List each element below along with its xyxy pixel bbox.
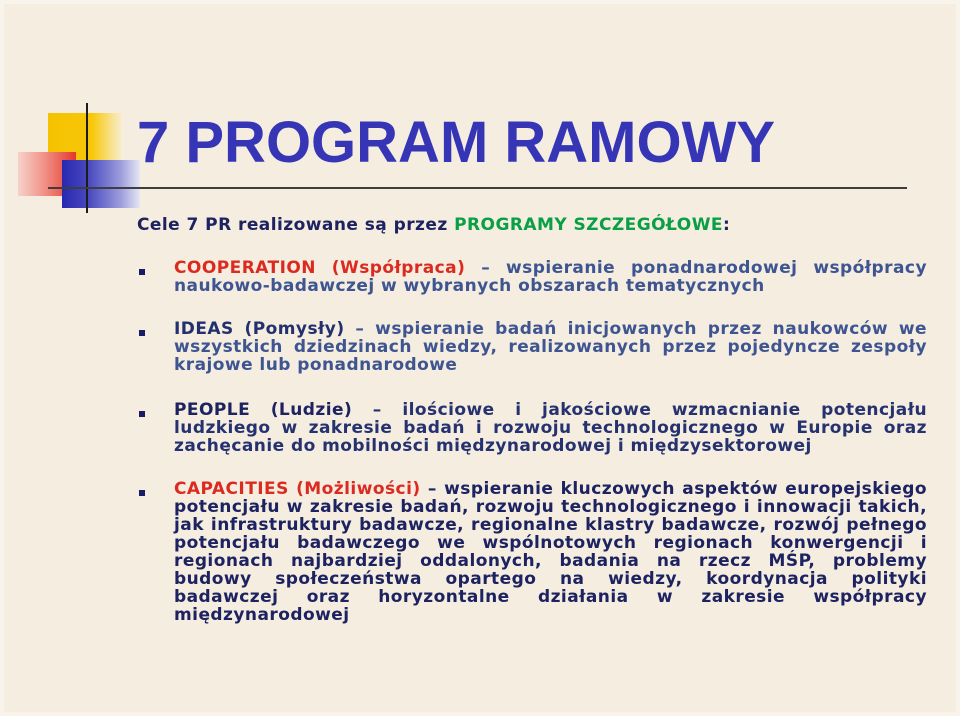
bullet-text: wspieranie ponadnarodowej współpracy naukowo-badawczej w wybranych obszarach tematycznych [174,258,927,296]
bullet-text: wspieranie kluczowych aspektów europejskiego potencjału w zakresie badań, rozwoju technologicznego i innowacji takich, jak infrastruktury badawcze, regionalne klastry badawcze, rozwój pełnego potencjału badawczego we wspólnotowych regionach konwergencji i regionach najbardziej oddalonych, badania na rzecz MŚP, problemy budowy społeczeństwa opartego na wiedzy, koordynacja polityki badawczej oraz horyzontalne działania w zakresie współpracy międzynarodowej [174,479,927,625]
logo-blue-square [62,160,140,208]
bullet-separator: – [372,400,382,420]
bullet-separator: – [427,479,437,499]
bullet-label: COOPERATION (Współpraca) [174,258,466,278]
bullet-text: ilościowe i jakościowe wzmacnianie potencjału ludzkiego w zakresie badań i rozwoju technologicznego w Europie oraz zachęcanie do mobilności międzynarodowej i międzysektorowej [174,400,928,456]
subtitle-tail: : [722,215,731,235]
bullet-body [174,480,927,624]
bullet-square-icon [139,269,145,275]
slide-title: 7 PROGRAM RAMOWY [137,110,775,175]
bullet-square-icon [139,411,145,417]
bullet-separator: – [355,319,365,339]
bullet-label: PEOPLE (Ludzie) [174,400,353,420]
bullet-body [174,320,927,374]
bullet-body [174,401,927,455]
bullet-separator: – [481,258,491,278]
bullet-square-icon [139,330,145,336]
bullet-text: wspieranie badań inicjowanych przez naukowców we wszystkich dziedzinach wiedzy, realizowanych przez pojedyncze zespoły krajowe lub ponadnarodowe [174,319,928,375]
logo-vertical-line [86,103,88,213]
bullet-label: CAPACITIES (Możliwości) [174,479,421,499]
title-divider-line [48,187,907,189]
bullet-label: IDEAS (Pomysły) [174,319,345,339]
slide-subtitle [137,216,730,234]
subtitle-lead: Cele 7 PR realizowane są przez [137,215,448,235]
subtitle-highlight: PROGRAMY SZCZEGÓŁOWE [454,215,723,235]
bullet-body [174,259,927,295]
bullet-square-icon [139,490,145,496]
